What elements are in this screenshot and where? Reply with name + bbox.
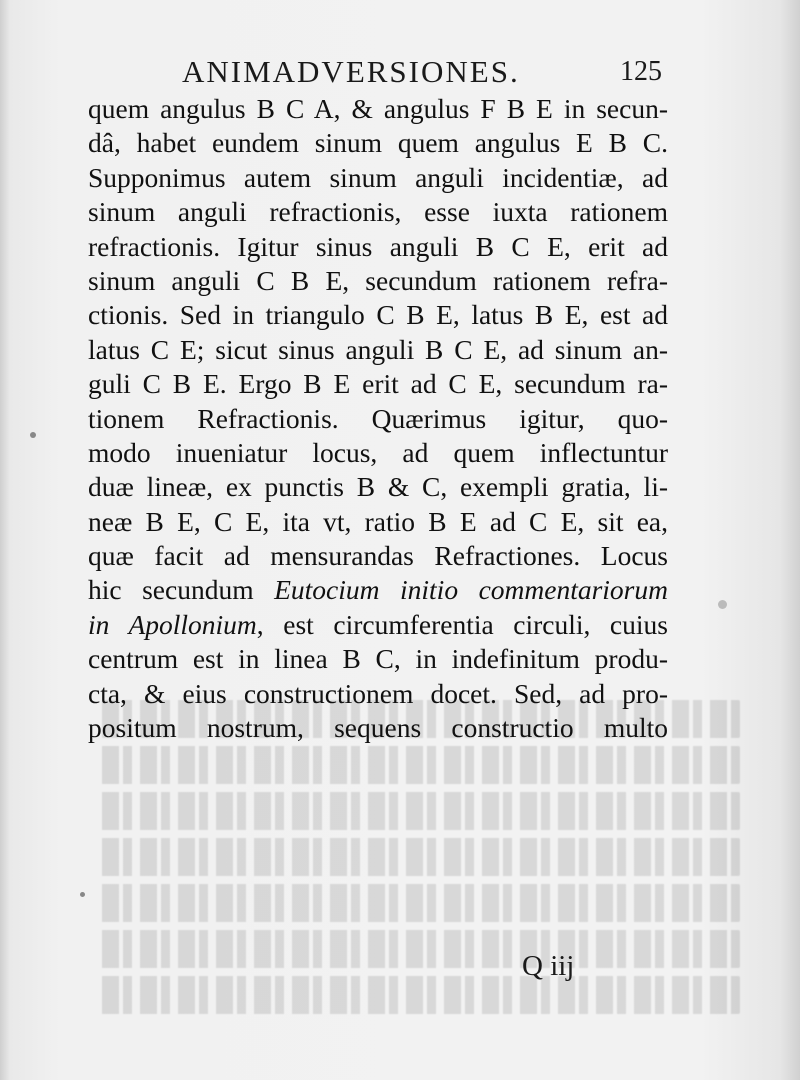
italic-citation: in Apollonium [88,608,257,640]
text-line: quem angulus B C A, & angulus F B E in secun- [88,93,668,124]
text-line: guli C B E. Ergo B E erit ad C E, secundum ra- [88,368,668,400]
text-line: positum nostrum, sequens constructio multo [88,712,668,744]
signature-mark: Q iij [522,950,575,982]
paper-speck [30,432,36,438]
text-line-with-italic [88,573,668,607]
text-line: neæ B E, C E, ita vt, ratio B E ad C E, sit ea, [88,505,668,537]
text-line-with-italic [88,608,668,642]
running-title: ANIMADVERSIONES. [182,54,520,89]
text-line: sinum anguli refractionis, esse iuxta rationem [88,196,668,228]
text-line: duæ lineæ, ex punctis B & C, exempli gratia, li- [88,471,668,503]
paper-speck [718,600,727,609]
show-through-text [100,700,740,1020]
text-line: refractionis. Igitur sinus anguli B C E, erit ad [88,230,668,262]
text-line: Supponimus autem sinum anguli incidentiæ, ad [88,161,668,193]
text-line: sinum anguli C B E, secundum rationem refra- [88,264,668,296]
body-text [88,92,668,745]
text-line: modo inueniatur locus, ad quem inflectuntur [88,436,668,468]
italic-citation: Eutocium initio commentariorum [274,574,668,606]
page-number: 125 [620,56,662,87]
paper-speck [80,892,85,897]
text-line: latus C E; sicut sinus anguli B C E, ad sinum an- [88,333,668,365]
page-header [0,48,800,88]
text-line: ctionis. Sed in triangulo C B E, latus B E, est ad [88,299,668,331]
text-line: dâ, habet eundem sinum quem angulus E B C. [88,127,668,159]
text-segment: , est circumferentia circuli, cuius [256,608,668,640]
text-line: tionem Refractionis. Quærimus igitur, quo- [88,402,668,434]
text-line: centrum est in linea B C, in indefinitum produ- [88,643,668,675]
text-line: cta, & eius constructionem docet. Sed, ad pro- [88,677,668,709]
text-segment: hic secundum [88,574,254,606]
text-line: quæ facit ad mensurandas Refractiones. Locus [88,540,668,572]
